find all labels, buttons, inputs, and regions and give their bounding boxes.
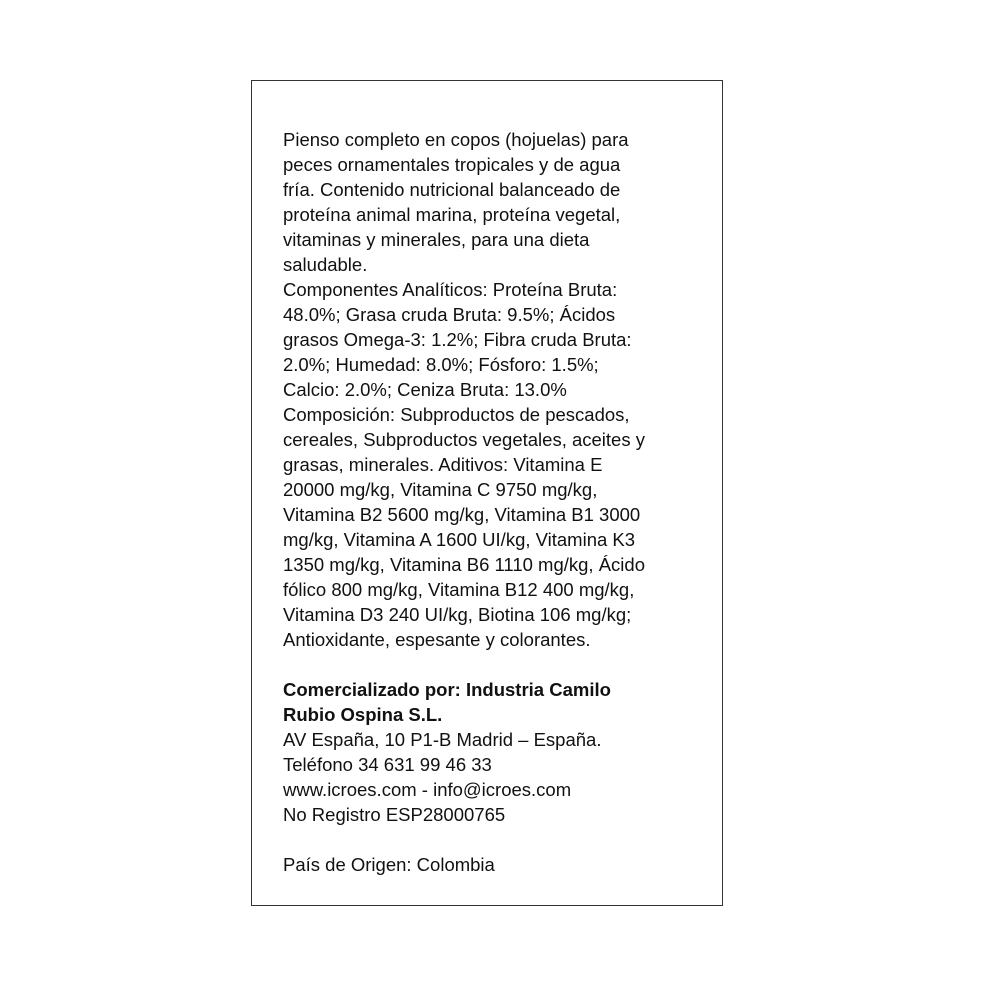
distributor-web-email: www.icroes.com - info@icroes.com <box>283 779 572 800</box>
distributor-phone: Teléfono 34 631 99 46 33 <box>283 754 492 775</box>
composition-line: mg/kg, Vitamina A 1600 UI/kg, Vitamina K3 <box>283 529 636 550</box>
product-label <box>251 80 723 906</box>
spacer <box>283 827 713 852</box>
composition-line: Vitamina D3 240 UI/kg, Biotina 106 mg/kg; <box>283 604 632 625</box>
analytical-line: grasos Omega-3: 1.2%; Fibra cruda Bruta: <box>283 329 632 350</box>
distributor-heading-line: Comercializado por: Industria Camilo <box>283 679 611 700</box>
distributor-info <box>283 677 713 827</box>
analytical-line: 48.0%; Grasa cruda Bruta: 9.5%; Ácidos <box>283 304 616 325</box>
label-text-block <box>283 127 713 877</box>
description-line: vitaminas y minerales, para una dieta <box>283 229 590 250</box>
analytical-line: Calcio: 2.0%; Ceniza Bruta: 13.0% <box>283 379 567 400</box>
composition-line: 1350 mg/kg, Vitamina B6 1110 mg/kg, Ácido <box>283 554 645 575</box>
distributor-registry: No Registro ESP28000765 <box>283 804 506 825</box>
composition-line: cereales, Subproductos vegetales, aceites y <box>283 429 645 450</box>
product-description <box>283 127 713 277</box>
analytical-line: Componentes Analíticos: Proteína Bruta: <box>283 279 618 300</box>
composition-line: grasas, minerales. Aditivos: Vitamina E <box>283 454 603 475</box>
description-line: Pienso completo en copos (hojuelas) para <box>283 129 629 150</box>
description-line: peces ornamentales tropicales y de agua <box>283 154 621 175</box>
composition-line: Composición: Subproductos de pescados, <box>283 404 630 425</box>
distributor-address: AV España, 10 P1-B Madrid – España. <box>283 729 602 750</box>
composition <box>283 402 713 652</box>
description-line: saludable. <box>283 254 368 275</box>
composition-line: fólico 800 mg/kg, Vitamina B12 400 mg/kg, <box>283 579 635 600</box>
composition-line: Antioxidante, espesante y colorantes. <box>283 629 591 650</box>
composition-line: 20000 mg/kg, Vitamina C 9750 mg/kg, <box>283 479 598 500</box>
spacer <box>283 652 713 677</box>
analytical-line: 2.0%; Humedad: 8.0%; Fósforo: 1.5%; <box>283 354 599 375</box>
distributor-heading-line: Rubio Ospina S.L. <box>283 704 443 725</box>
analytical-components <box>283 277 713 402</box>
country-of-origin: País de Origen: Colombia <box>283 854 495 875</box>
description-line: proteína animal marina, proteína vegetal, <box>283 204 621 225</box>
description-line: fría. Contenido nutricional balanceado de <box>283 179 621 200</box>
composition-line: Vitamina B2 5600 mg/kg, Vitamina B1 3000 <box>283 504 641 525</box>
